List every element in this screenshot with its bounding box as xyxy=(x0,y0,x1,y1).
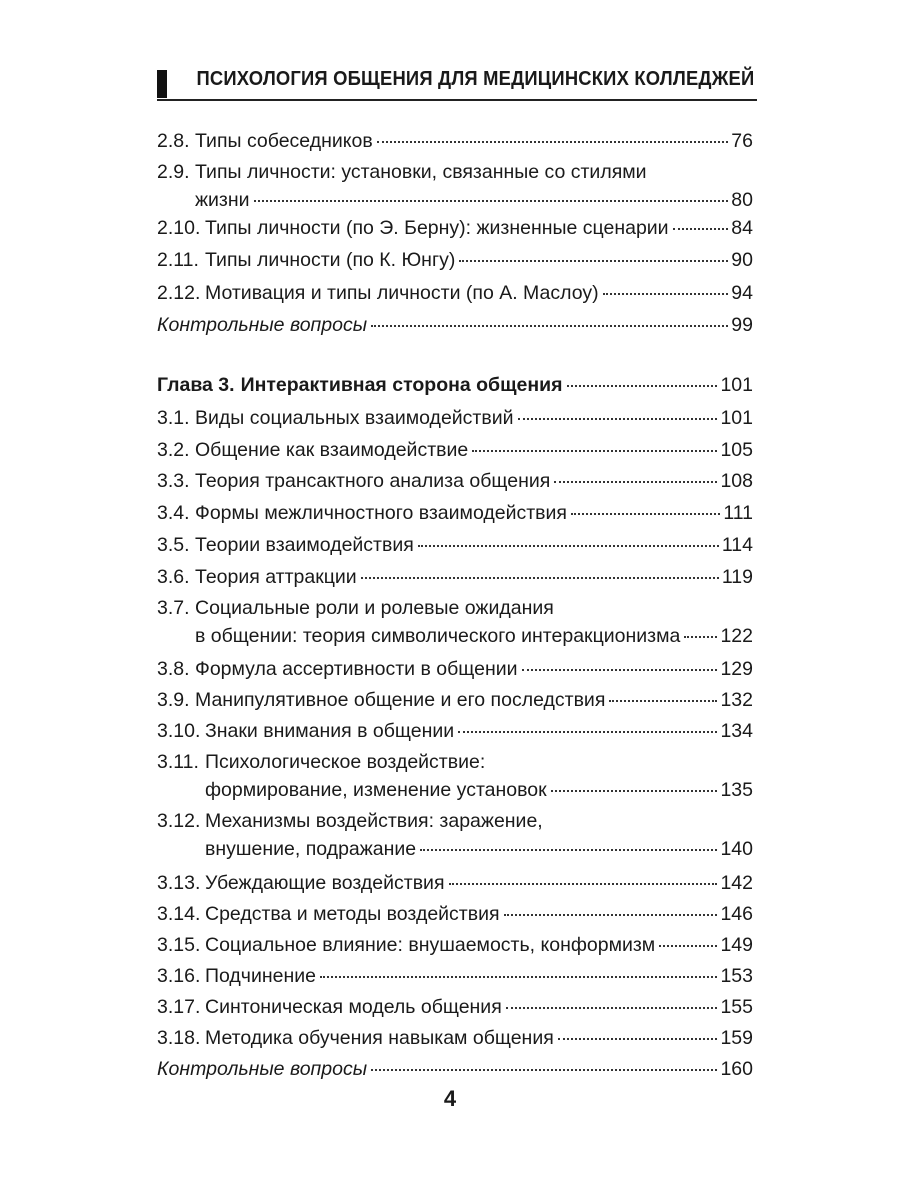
toc-entry-number: 3.4. xyxy=(157,502,190,524)
toc-leader-dots xyxy=(504,914,718,916)
toc-entry-line xyxy=(157,186,753,214)
toc-entry-page: 80 xyxy=(731,189,753,211)
toc-entry-line xyxy=(157,1024,753,1052)
toc-entry[interactable] xyxy=(157,807,753,863)
toc-entry-title: Общение как взаимодействие xyxy=(195,439,469,461)
toc-entry-number: 3.2. xyxy=(157,439,190,461)
toc-entry[interactable] xyxy=(157,594,753,650)
toc-entry-line xyxy=(157,563,753,591)
toc-entry-title: Синтоническая модель общения xyxy=(205,996,502,1018)
toc-entry-title: Манипулятивное общение и его последствия xyxy=(195,689,606,711)
toc-entry-title: Теории взаимодействия xyxy=(195,534,414,556)
toc-entry-title: Интерактивная сторона общения xyxy=(240,374,563,396)
toc-entry-line xyxy=(157,622,753,650)
header-marker-bar xyxy=(157,70,167,98)
toc-entry[interactable] xyxy=(157,563,753,591)
toc-entry-line xyxy=(157,127,753,155)
toc-entry-title: Контрольные вопросы xyxy=(157,314,368,336)
toc-entry-line xyxy=(157,594,753,622)
toc-entry-number: 3.13. xyxy=(157,872,201,894)
toc-entry-number: 2.10. xyxy=(157,217,201,239)
toc-entry[interactable] xyxy=(157,655,753,683)
toc-entry[interactable] xyxy=(157,931,753,959)
toc-entry[interactable] xyxy=(157,214,753,242)
toc-entry-page: 94 xyxy=(731,282,753,304)
toc-entry-line xyxy=(157,467,753,495)
toc-entry-title: Теория аттракции xyxy=(195,566,357,588)
toc-entry-title: Психологическое воздействие: xyxy=(205,751,486,773)
toc-entry-number: 3.5. xyxy=(157,534,190,556)
toc-entry-page: 132 xyxy=(720,689,753,711)
toc-entry-title: Типы личности (по К. Юнгу) xyxy=(205,249,456,271)
toc-entry-title: Знаки внимания в общении xyxy=(205,720,455,742)
toc-entry[interactable] xyxy=(157,158,753,214)
toc-entry-line xyxy=(157,1055,753,1083)
toc-entry-page: 135 xyxy=(720,779,753,801)
toc-entry-page: 90 xyxy=(731,249,753,271)
toc-entry-line xyxy=(157,686,753,714)
toc-entry-page: 111 xyxy=(723,502,753,524)
toc-entry[interactable] xyxy=(157,717,753,745)
toc-entry-number: 3.16. xyxy=(157,965,201,987)
toc-entry-page: 108 xyxy=(720,470,753,492)
toc-entry-line xyxy=(157,436,753,464)
toc-entry-page: 140 xyxy=(720,838,753,860)
toc-entry-line xyxy=(157,748,753,776)
page-number: 4 xyxy=(443,1086,457,1111)
toc-entry-line xyxy=(157,807,753,835)
toc-entry[interactable] xyxy=(157,371,753,399)
toc-leader-dots xyxy=(558,1038,718,1040)
toc-entry[interactable] xyxy=(157,686,753,714)
toc-entry-page: 159 xyxy=(720,1027,753,1049)
toc-leader-dots xyxy=(522,669,718,671)
toc-entry-line xyxy=(157,158,753,186)
toc-entry-page: 114 xyxy=(721,534,753,556)
toc-leader-dots xyxy=(603,293,729,295)
toc-entry-title: Убеждающие воздействия xyxy=(205,872,445,894)
toc-leader-dots xyxy=(320,976,717,978)
toc-entry-title-continuation: в общении: теория символического интеракционизма xyxy=(195,625,681,647)
toc-entry[interactable] xyxy=(157,279,753,307)
toc-entry-page: 119 xyxy=(721,566,753,588)
toc-entry-page: 99 xyxy=(731,314,753,336)
toc-entry-title: Теория трансактного анализа общения xyxy=(195,470,551,492)
toc-entry[interactable] xyxy=(157,962,753,990)
toc-entry-page: 155 xyxy=(720,996,753,1018)
toc-entry-line xyxy=(157,962,753,990)
toc-entry-line xyxy=(157,279,753,307)
toc-leader-dots xyxy=(371,1069,717,1071)
toc-leader-dots xyxy=(449,883,718,885)
toc-entry-number: 2.11. xyxy=(157,249,199,271)
toc-entry-page: 142 xyxy=(720,872,753,894)
toc-entry[interactable] xyxy=(157,311,753,339)
toc-entry[interactable] xyxy=(157,993,753,1021)
toc-entry-number: 3.3. xyxy=(157,470,190,492)
toc-entry-line xyxy=(157,900,753,928)
toc-leader-dots xyxy=(551,790,718,792)
toc-entry[interactable] xyxy=(157,900,753,928)
toc-entry-page: 101 xyxy=(720,374,753,396)
toc-entry-title: Социальные роли и ролевые ожидания xyxy=(195,597,554,619)
toc-entry-line xyxy=(157,246,753,274)
toc-entry-number: 3.11. xyxy=(157,751,199,773)
toc-entry-title: Средства и методы воздействия xyxy=(205,903,500,925)
toc-entry-number: 3.7. xyxy=(157,597,190,619)
toc-leader-dots xyxy=(418,545,719,547)
toc-entry-number: 3.9. xyxy=(157,689,190,711)
toc-entry-page: 101 xyxy=(720,407,753,429)
toc-entry-number: 3.8. xyxy=(157,658,190,680)
toc-entry-line xyxy=(157,655,753,683)
toc-leader-dots xyxy=(472,450,717,452)
toc-entry-title: Формы межличностного взаимодействия xyxy=(195,502,567,524)
toc-entry-title-continuation: жизни xyxy=(195,189,250,211)
toc-entry[interactable] xyxy=(157,869,753,897)
toc-entry-number: Глава 3. xyxy=(157,374,235,396)
toc-leader-dots xyxy=(571,513,720,515)
toc-leader-dots xyxy=(371,325,728,327)
toc-entry-line xyxy=(157,869,753,897)
toc-entry[interactable] xyxy=(157,467,753,495)
toc-entry-number: 3.17. xyxy=(157,996,201,1018)
toc-entry-title: Методика обучения навыкам общения xyxy=(205,1027,554,1049)
toc-leader-dots xyxy=(684,636,717,638)
toc-entry-page: 149 xyxy=(720,934,753,956)
toc-entry-title: Мотивация и типы личности (по А. Маслоу) xyxy=(205,282,599,304)
toc-entry-number: 2.12. xyxy=(157,282,201,304)
toc-leader-dots xyxy=(254,200,729,202)
toc-entry[interactable] xyxy=(157,436,753,464)
toc-entry-number: 3.12. xyxy=(157,810,201,832)
toc-entry-title-continuation: формирование, изменение установок xyxy=(205,779,547,801)
toc-entry-page: 146 xyxy=(720,903,753,925)
toc-entry[interactable] xyxy=(157,748,753,804)
toc-entry-line xyxy=(157,531,753,559)
toc-entry-page: 105 xyxy=(720,439,753,461)
toc-entry-title: Формула ассертивности в общении xyxy=(195,658,518,680)
toc-entry-page: 122 xyxy=(720,625,753,647)
toc-entry[interactable] xyxy=(157,499,753,527)
toc-entry-line xyxy=(157,371,753,399)
toc-entry-line xyxy=(157,499,753,527)
toc-leader-dots xyxy=(567,385,718,387)
toc-entry-title: Виды социальных взаимодействий xyxy=(195,407,514,429)
toc-leader-dots xyxy=(506,1007,718,1009)
header-rule xyxy=(157,99,757,101)
toc-entry-line xyxy=(157,404,753,432)
toc-leader-dots xyxy=(673,228,729,230)
toc-entry-title: Контрольные вопросы xyxy=(157,1058,368,1080)
toc-entry-page: 160 xyxy=(720,1058,753,1080)
toc-entry-number: 3.10. xyxy=(157,720,201,742)
toc-entry-line xyxy=(157,931,753,959)
toc-leader-dots xyxy=(361,577,719,579)
toc-entry-page: 76 xyxy=(731,130,753,152)
toc-leader-dots xyxy=(459,260,728,262)
toc-entry-line xyxy=(157,311,753,339)
toc-leader-dots xyxy=(420,849,717,851)
toc-entry-title: Типы собеседников xyxy=(195,130,373,152)
toc-leader-dots xyxy=(458,731,717,733)
running-header-title: ПСИХОЛОГИЯ ОБЩЕНИЯ ДЛЯ МЕДИЦИНСКИХ КОЛЛЕДЖЕЙ xyxy=(196,68,754,90)
toc-entry-title-continuation: внушение, подражание xyxy=(205,838,417,860)
toc-entry-number: 2.9. xyxy=(157,161,190,183)
toc-entry[interactable] xyxy=(157,246,753,274)
toc-leader-dots xyxy=(377,141,729,143)
toc-entry-page: 84 xyxy=(731,217,753,239)
toc-entry-line xyxy=(157,835,753,863)
toc-entry-title: Типы личности: установки, связанные со стилями xyxy=(195,161,647,183)
toc-entry-title: Типы личности (по Э. Берну): жизненные сценарии xyxy=(205,217,669,239)
toc-leader-dots xyxy=(659,945,717,947)
toc-entry[interactable] xyxy=(157,404,753,432)
toc-entry[interactable] xyxy=(157,127,753,155)
toc-entry[interactable] xyxy=(157,531,753,559)
toc-entry-title: Социальное влияние: внушаемость, конформизм xyxy=(205,934,656,956)
toc-leader-dots xyxy=(554,481,717,483)
toc-entry-page: 129 xyxy=(720,658,753,680)
toc-entry-number: 3.1. xyxy=(157,407,190,429)
toc-entry-page: 134 xyxy=(720,720,753,742)
toc-entry-number: 3.14. xyxy=(157,903,201,925)
toc-entry-line xyxy=(157,776,753,804)
toc-entry-line xyxy=(157,214,753,242)
toc-entry-number: 3.18. xyxy=(157,1027,201,1049)
toc-leader-dots xyxy=(609,700,717,702)
toc-entry-number: 2.8. xyxy=(157,130,190,152)
toc-entry-title: Подчинение xyxy=(205,965,316,987)
toc-entry-line xyxy=(157,717,753,745)
toc-entry-number: 3.15. xyxy=(157,934,201,956)
toc-entry-title: Механизмы воздействия: заражение, xyxy=(205,810,543,832)
toc-entry-page: 153 xyxy=(720,965,753,987)
toc-entry-number: 3.6. xyxy=(157,566,190,588)
toc-entry-line xyxy=(157,993,753,1021)
toc-entry[interactable] xyxy=(157,1024,753,1052)
toc-leader-dots xyxy=(518,418,718,420)
toc-entry[interactable] xyxy=(157,1055,753,1083)
